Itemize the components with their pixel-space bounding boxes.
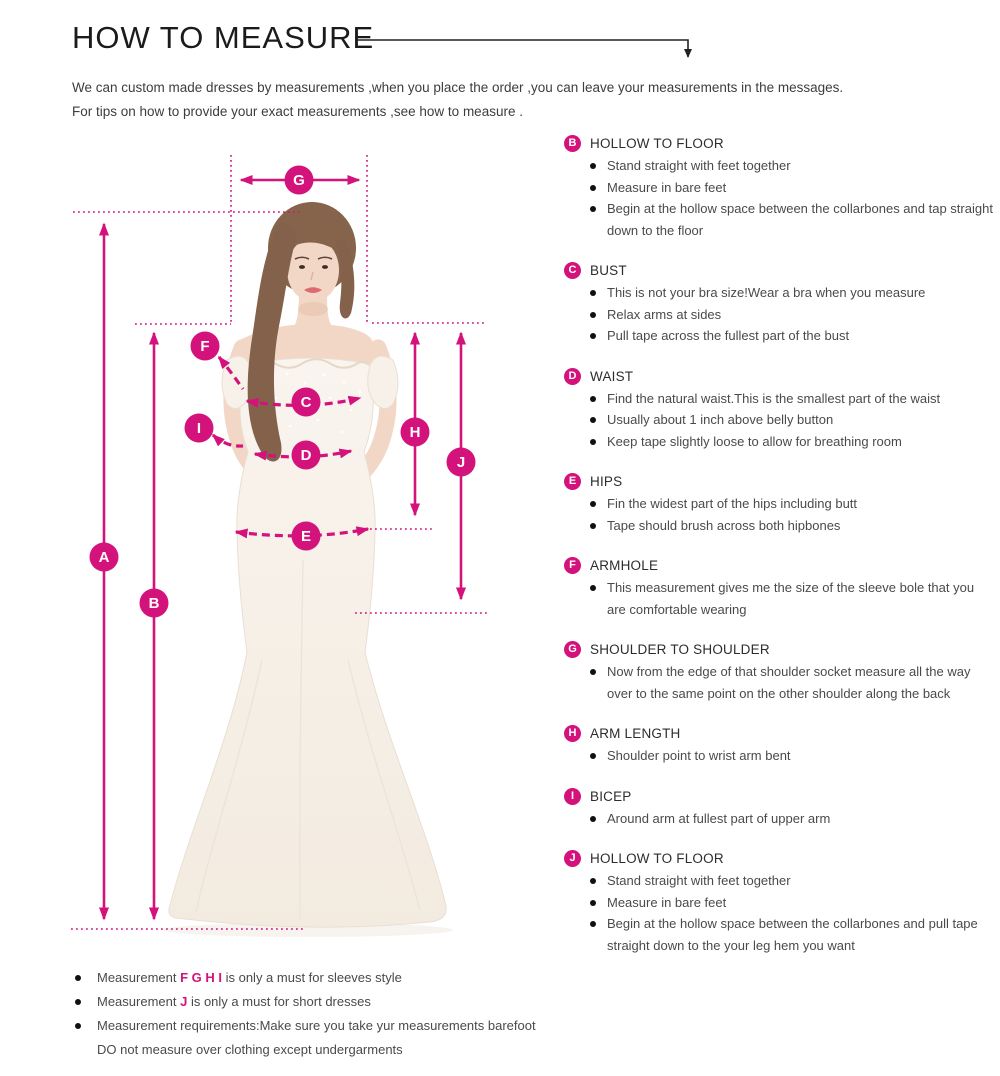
badge-B [140,589,169,618]
section-badge-c: C [564,262,581,279]
section-waist [564,368,996,453]
section-badge-b: B [564,135,581,152]
svg-text:I: I [196,420,202,437]
bullet: Stand straight with feet together [564,870,996,892]
svg-text:B: B [148,595,160,612]
svg-text:D: D [300,447,312,464]
badge-C [292,388,321,417]
bullet: Stand straight with feet together [564,155,996,177]
svg-text:J: J [456,454,466,471]
bullet: Fin the widest part of the hips including butt [564,493,996,515]
model-figure [163,202,453,937]
section-armhole [564,557,996,620]
section-shoulder-to-shoulder [564,641,996,704]
section-badge-g: G [564,641,581,658]
note-short-dresses: Measurement J is only a must for short dresses [74,990,554,1014]
svg-text:A: A [98,549,110,566]
badge-A [90,543,119,572]
section-badge-h: H [564,725,581,742]
section-badge-f: F [564,557,581,574]
badge-F [191,332,220,361]
section-title: BICEP [590,788,632,804]
bullet: Tape should brush across both hipbones [564,515,996,537]
section-badge-j: J [564,850,581,867]
section-bicep [564,788,996,830]
bullet: Find the natural waist.This is the smallest part of the waist [564,388,996,410]
svg-text:E: E [300,528,312,545]
note-highlight-j: J [180,994,191,1009]
bullet: Usually about 1 inch above belly button [564,409,996,431]
svg-text:F: F [200,338,210,355]
section-title: WAIST [590,368,634,384]
svg-text:C: C [300,394,312,411]
bullet: Keep tape slightly loose to allow for breathing room [564,431,996,453]
badge-H [401,418,430,447]
section-hips [564,473,996,536]
bullet: This measurement gives me the size of the sleeve bole that you are comfortable wearing [564,577,996,620]
section-badge-d: D [564,368,581,385]
intro-line-2: For tips on how to provide your exact measurements ,see how to measure . [72,104,523,119]
bullet: Relax arms at sides [564,304,996,326]
section-hollow-to-floor-j [564,850,996,956]
measurement-notes [74,966,554,1062]
bullet: Around arm at fullest part of upper arm [564,808,996,830]
title-connector-arrow [357,40,688,57]
section-hollow-to-floor-b [564,135,996,241]
bullet: Begin at the hollow space between the collarbones and tap straight down to the floor [564,198,996,241]
bullet: Now from the edge of that shoulder socket measure all the way over to the same point on the other shoulder along the back [564,661,996,704]
note-highlight-fghi: F G H I [180,970,226,985]
badge-G [285,166,314,195]
section-title: HIPS [590,474,623,489]
badge-I [185,414,214,443]
section-badge-e: E [564,473,581,490]
svg-text:H: H [409,424,421,441]
section-bust [564,262,996,347]
section-title: BUST [590,263,627,278]
bullet: Begin at the hollow space between the collarbones and pull tape straight down to the your leg hem you want [564,913,996,956]
bullet: Measure in bare feet [564,177,996,199]
note-requirements: Measurement requirements:Make sure you take yur measurements barefoot DO not measure over clothing except undergarments [74,1014,554,1062]
section-title: HOLLOW TO FLOOR [590,136,724,151]
bullet: Shoulder point to wrist arm bent [564,745,996,767]
section-title: ARMHOLE [590,558,659,573]
note-sleeves-style: Measurement F G H I is only a must for sleeves style [74,966,554,990]
section-title: ARM LENGTH [590,726,681,741]
badge-D [292,441,321,470]
section-title: SHOULDER TO SHOULDER [590,642,770,657]
bullet: This is not your bra size!Wear a bra when you measure [564,282,996,304]
badge-J [447,448,476,477]
bullet: Pull tape across the fullest part of the bust [564,325,996,347]
instructions-column [564,135,996,977]
neck-shadow [298,302,328,316]
bullet: Measure in bare feet [564,892,996,914]
section-badge-i: I [564,788,581,805]
svg-text:G: G [293,172,305,189]
intro-line-1: We can custom made dresses by measurements ,when you place the order ,you can leave your measurements in the messages. [72,80,844,95]
page-title: HOW TO MEASURE [72,20,375,55]
section-arm-length [564,725,996,767]
badge-E [292,522,321,551]
section-title: HOLLOW TO FLOOR [590,851,724,866]
